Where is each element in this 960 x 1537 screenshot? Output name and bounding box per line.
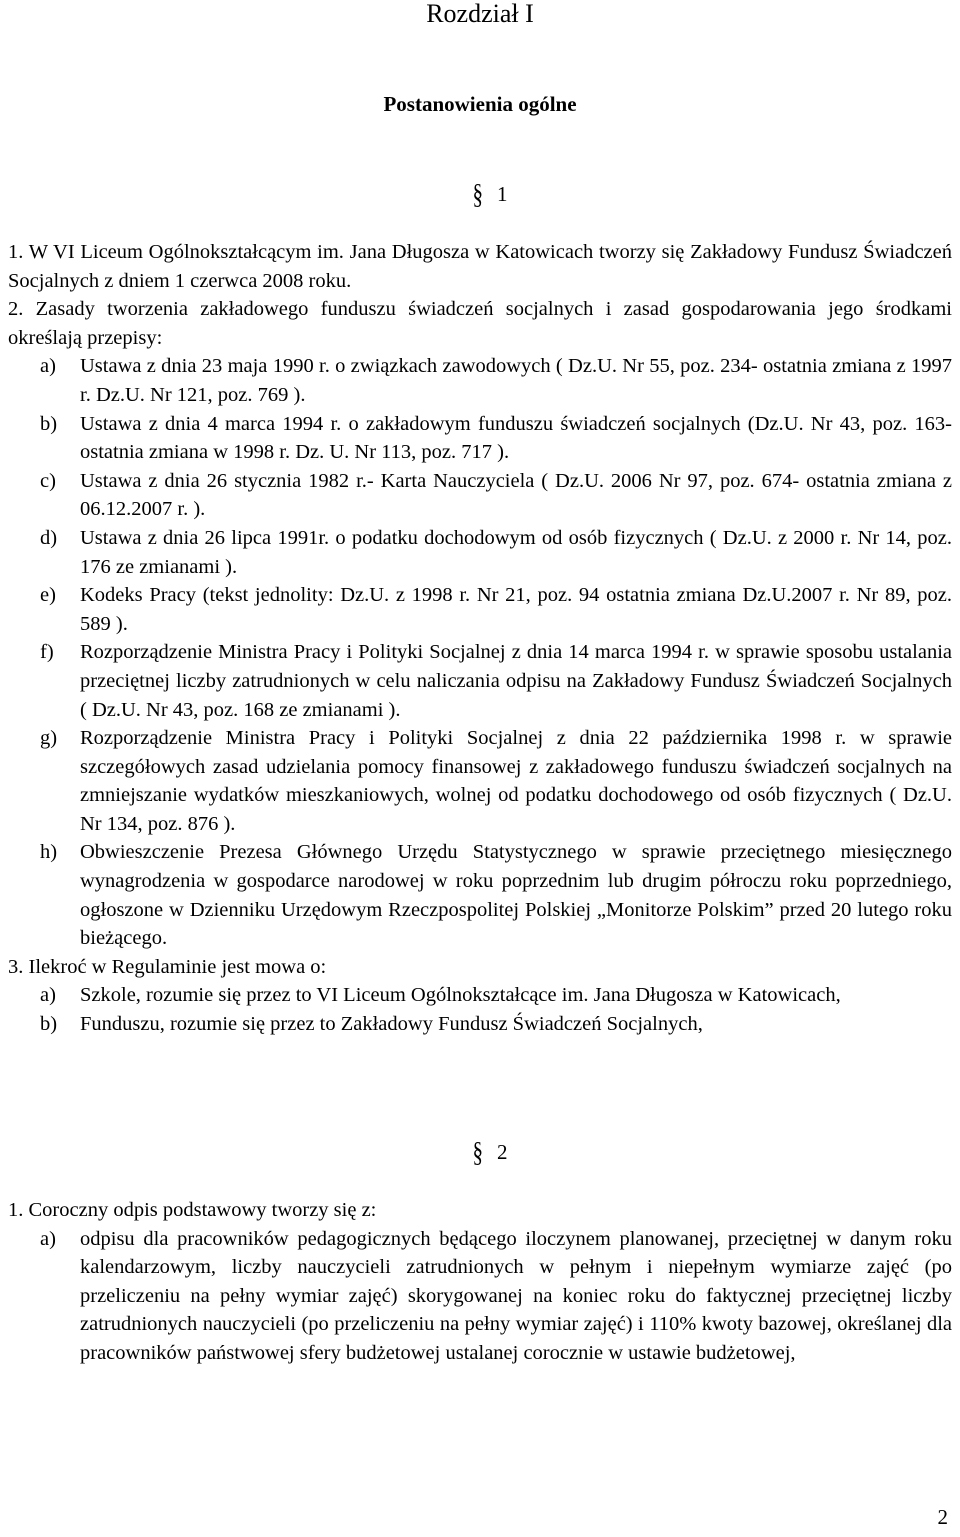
point-2: 2. Zasady tworzenia zakładowego funduszu świadczeń socjalnych i zasad gospodarowania jego środkami określają przepisy: xyxy=(8,298,952,349)
page-number: 2 xyxy=(937,1505,948,1529)
point-1: 1. W VI Liceum Ogólnokształcącym im. Jana Długosza w Katowicach tworzy się Zakładowy Fundusz Świadczeń Socjalnych z dniem 1 czerwca 2008 roku. xyxy=(8,241,952,292)
section-title: Postanowienia ogólne xyxy=(383,92,577,116)
item-marker: a) xyxy=(40,355,56,378)
item-marker: c) xyxy=(40,469,56,492)
p2-item xyxy=(8,1225,952,1368)
paragraph-2-number: 2 xyxy=(497,1140,508,1164)
paragraph-2-symbol: § xyxy=(472,1135,483,1169)
point-3: 3. Ilekroć w Regulaminie jest mowa o: xyxy=(8,955,327,978)
item-text: Obwieszczenie Prezesa Głównego Urzędu Statystycznego w sprawie przeciętnego miesięcznego wynagrodzenia w gospodarce narodowej w roku poprzednim lub drugim półroczu roku poprzedniego, ogłoszone w Dzienniku Urzędowym Rzeczpospolitej Polskiej „Monitorze Polskim” przed 20 lutego roku bieżącego. xyxy=(80,841,952,950)
regulation-item xyxy=(8,724,952,838)
chapter-title: Rozdział I xyxy=(426,0,534,28)
regulation-item xyxy=(8,524,952,581)
regulation-item xyxy=(8,581,952,638)
item-text: Kodeks Pracy (tekst jednolity: Dz.U. z 1998 r. Nr 21, poz. 94 ostatnia zmiana Dz.U.2007 r. Nr 89, poz. 589 ). xyxy=(80,584,952,635)
regulation-item xyxy=(8,838,952,952)
p2-point-1: 1. Coroczny odpis podstawowy tworzy się z: xyxy=(8,1199,377,1221)
item-marker: b) xyxy=(40,412,58,435)
paragraph-1-symbol: § xyxy=(472,177,483,211)
definition-item xyxy=(8,981,952,1010)
regulation-item xyxy=(8,467,952,524)
regulations-list xyxy=(8,352,952,952)
item-text: Funduszu, rozumie się przez to Zakładowy Fundusz Świadczeń Socjalnych, xyxy=(80,1013,703,1036)
item-text: Rozporządzenie Ministra Pracy i Polityki Socjalnej z dnia 22 października 1998 r. w sprawie szczegółowych zasad udzielania pomocy finansowej z zakładowego funduszu świadczeń socjalnych na zmniejszanie wydatków mieszkaniowych, wolnej od podatku dochodowego od osób fizycznych ( Dz.U. Nr 134, poz. 876 ). xyxy=(80,727,952,835)
definition-item xyxy=(8,1010,952,1039)
item-marker: f) xyxy=(40,641,54,664)
item-text: Ustawa z dnia 26 stycznia 1982 r.- Karta Nauczyciela ( Dz.U. 2006 Nr 97, poz. 674- ostatnia zmiana z 06.12.2007 r. ). xyxy=(80,469,952,521)
regulation-item xyxy=(8,410,952,467)
item-text: Ustawa z dnia 26 lipca 1991r. o podatku dochodowym od osób fizycznych ( Dz.U. z 2000 r. Nr 14, poz. 176 ze zmianami ). xyxy=(80,526,952,578)
item-marker: g) xyxy=(40,727,58,750)
item-text: odpisu dla pracowników pedagogicznych będącego iloczynem planowanej, przeciętnej w danym roku kalendarzowym, liczby nauczycieli zatrudnionych w pełnym i niepełnym wymiarze zajęć (po przeliczeniu na pełny wymiar zajęć) skorygowanej na koniec roku do faktycznej przeciętnej liczby zatrudnionych nauczycieli (po przeliczeniu na pełny wymiar zajęć) i 110% kwoty bazowej, określanej dla pracowników państwowej sfery budżetowej ustalanej corocznie w ustawie budżetowej, xyxy=(80,1227,952,1364)
paragraph-2-body xyxy=(8,1196,952,1368)
paragraph-1-number: 1 xyxy=(497,182,508,206)
item-marker: d) xyxy=(40,526,58,549)
item-marker: h) xyxy=(40,841,58,864)
item-text: Ustawa z dnia 23 maja 1990 r. o związkach zawodowych ( Dz.U. Nr 55, poz. 234- ostatnia zmiana z 1997 r. Dz.U. Nr 121, poz. 769 ). xyxy=(80,355,952,406)
item-marker: a) xyxy=(40,984,56,1007)
item-marker: e) xyxy=(40,584,56,607)
regulation-item xyxy=(8,638,952,724)
paragraph-2-heading xyxy=(430,1135,550,1169)
item-text: Rozporządzenie Ministra Pracy i Polityki Socjalnej z dnia 14 marca 1994 r. w sprawie sposobu ustalania przeciętnej liczby zatrudnionych w celu naliczania odpisu na Zakładowy Fundusz Świadczeń Socjalnych ( Dz.U. Nr 43, poz. 168 ze zmianami ). xyxy=(80,641,952,721)
paragraph-1-heading xyxy=(430,177,550,211)
item-text: Szkole, rozumie się przez to VI Liceum Ogólnokształcące im. Jana Długosza w Katowicach, xyxy=(80,984,841,1007)
item-marker: b) xyxy=(40,1013,58,1036)
definitions-list xyxy=(8,981,952,1038)
regulation-item xyxy=(8,352,952,409)
paragraph-1-body xyxy=(8,238,952,1039)
item-text: Ustawa z dnia 4 marca 1994 r. o zakładowym funduszu świadczeń socjalnych (Dz.U. Nr 43, poz. 163-ostatnia zmiana w 1998 r. Dz. U. Nr 113, poz. 717 ). xyxy=(80,412,952,464)
item-marker: a) xyxy=(40,1227,56,1250)
